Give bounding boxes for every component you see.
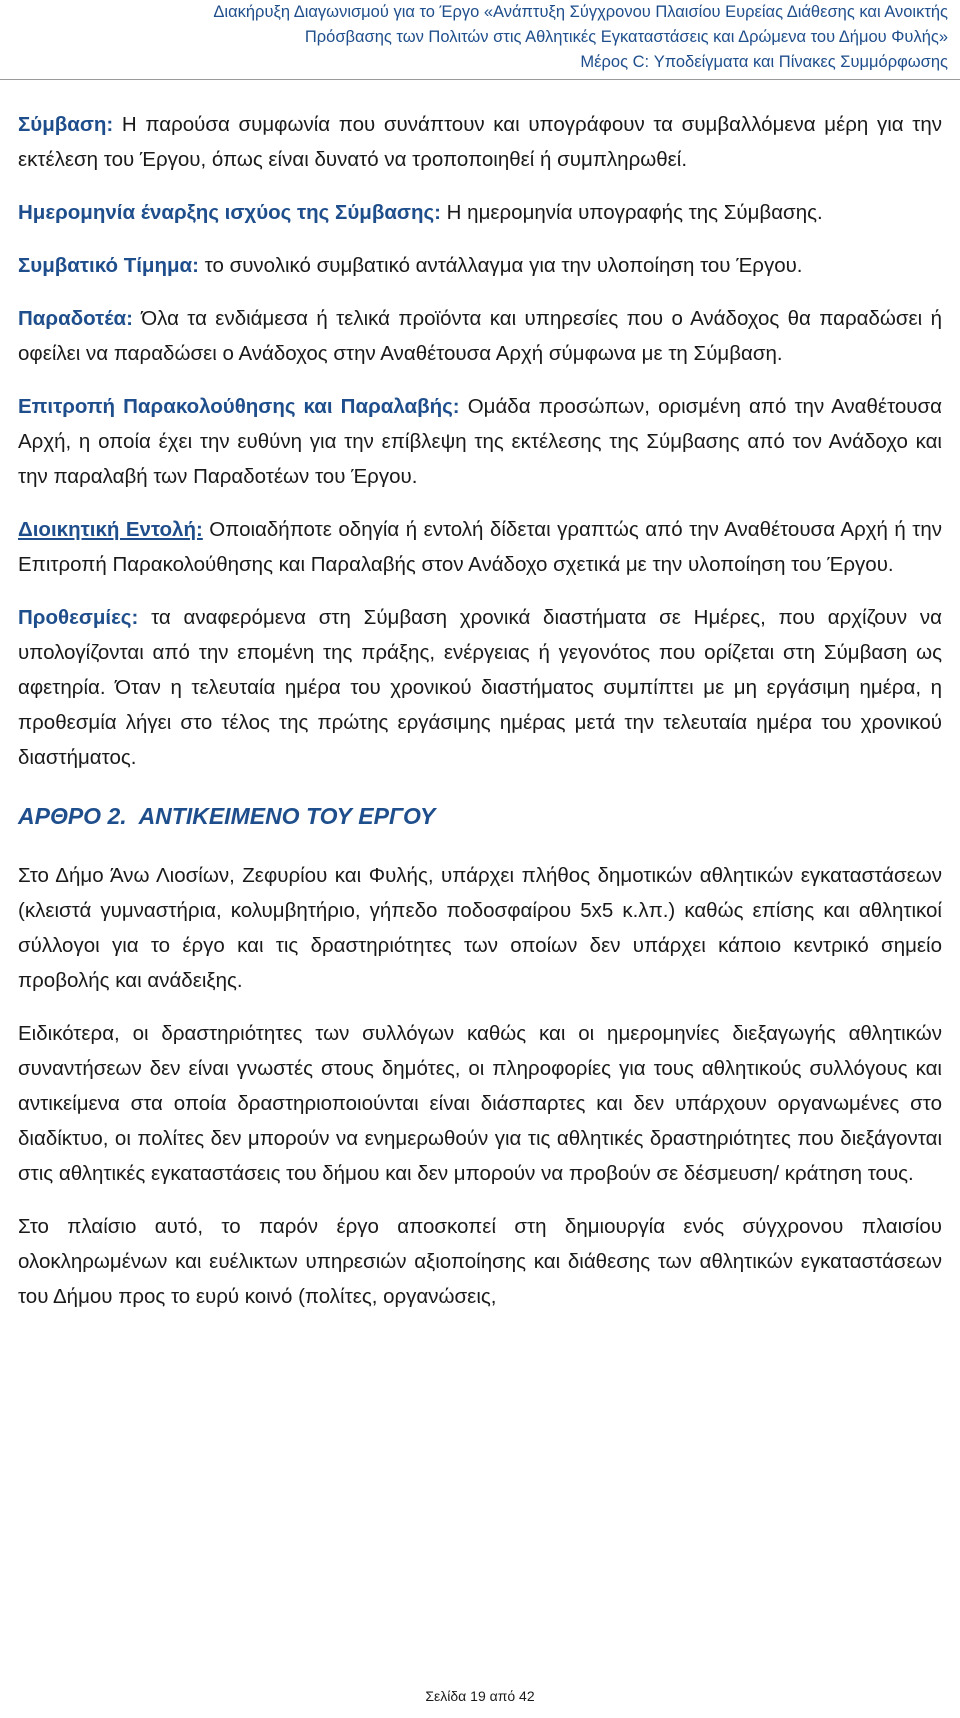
document-header (0, 0, 960, 75)
page-number: Σελίδα 19 από 42 (425, 1688, 535, 1704)
definition-deliverables (18, 301, 942, 371)
definition-contract-price (18, 248, 942, 283)
article-heading: ΑΡΘΡΟ 2. ΑΝΤΙΚΕΙΜΕΝΟ ΤΟΥ ΕΡΓΟΥ (18, 803, 436, 829)
definition-deadlines (18, 600, 942, 775)
definition-term: Επιτροπή Παρακολούθησης και Παραλαβής: (18, 395, 460, 418)
definition-start-date (18, 195, 942, 230)
definition-text: τα αναφερόμενα στη Σύμβαση χρονικά διαστήματα σε Ημέρες, που αρχίζουν να υπολογίζονται από την επομένη της πράξης, ενέργειας ή γεγονότος που ορίζεται στη Σύμβαση ως αφετηρία. Όταν η τελευταία ημέρα του χρονικού διαστήματος συμπίπτει με μη εργάσιμη ημέρα, η προθεσμία λήγει στο τέλος της πρώτης εργάσιμης ημέρας μετά την τελευταία ημέρα του χρονικού διαστήματος. (18, 606, 942, 769)
definition-text: το συνολικό συμβατικό αντάλλαγμα για την υλοποίηση του Έργου. (198, 254, 803, 277)
header-line-1: Διακήρυξη Διαγωνισμού για το Έργο «Ανάπτυξη Σύγχρονου Πλαισίου Ευρείας Διάθεσης και Ανοικτής (213, 3, 948, 21)
definition-term: Διοικητική Εντολή: (18, 518, 203, 541)
definition-text: Ομάδα προσώπων, ορισμένη από την Αναθέτουσα Αρχή, η οποία έχει την ευθύνη για την επίβλεψη της εκτέλεσης της Σύμβασης από τον Ανάδοχο και την παραλαβή των Παραδοτέων του Έργου. (18, 395, 942, 488)
definition-text: Η παρούσα συμφωνία που συνάπτουν και υπογράφουν τα συμβαλλόμενα μέρη για την εκτέλεση του Έργου, όπως είναι δυνατό να τροποποιηθεί ή συμπληρωθεί. (18, 113, 942, 171)
definition-text: Η ημερομηνία υπογραφής της Σύμβασης. (440, 201, 823, 224)
definition-term: Προθεσμίες: (18, 606, 139, 629)
definition-term: Ημερομηνία έναρξης ισχύος της Σύμβασης: (18, 201, 441, 224)
definition-text: Οποιαδήποτε οδηγία ή εντολή δίδεται γραπτώς από την Αναθέτουσα Αρχή ή την Επιτροπή Παρακολούθησης και Παραλαβής στον Ανάδοχο σχετικά με την υλοποίηση του Έργου. (18, 518, 942, 576)
definition-contract (18, 107, 942, 177)
header-line-3: Μέρος C: Υποδείγματα και Πίνακες Συμμόρφωσης (580, 53, 948, 71)
page-body (18, 107, 942, 1314)
article-paragraph: Ειδικότερα, οι δραστηριότητες των συλλόγων καθώς και οι ημερομηνίες διεξαγωγής αθλητικών συναντήσεων δεν είναι γνωστές στους δημότες, οι πληροφορίες για τους αθλητικούς συλλόγους και αντικείμενα στα οποία δραστηριοποιούνται είναι διάσπαρτες και δεν υπάρχουν οργανωμένες στο διαδίκτυο, οι πολίτες δεν μπορούν να ενημερωθούν για τις αθλητικές δραστηριότητες που διεξάγονται στις αθλητικές εγκαταστάσεις του δήμου και δεν μπορούν να προβούν σε δέσμευση/ κράτηση τους. (18, 1022, 942, 1185)
article-paragraph: Στο Δήμο Άνω Λιοσίων, Ζεφυρίου και Φυλής, υπάρχει πλήθος δημοτικών αθλητικών εγκαταστάσεων (κλειστά γυμναστήρια, κολυμβητήριο, γήπεδο ποδοσφαίρου 5x5 κ.λπ.) καθώς επίσης και αθλητικοί σύλλογοι για το έργο και τις δραστηριότητες των οποίων δεν υπάρχει κάποιο κεντρικό σημείο προβολής και ανάδειξης. (18, 864, 942, 992)
definition-term: Παραδοτέα: (18, 307, 133, 330)
definition-administrative-order (18, 512, 942, 582)
header-line-2: Πρόσβασης των Πολιτών στις Αθλητικές Εγκαταστάσεις και Δρώμενα του Δήμου Φυλής» (304, 28, 948, 46)
definition-term: Συμβατικό Τίμημα: (18, 254, 199, 277)
definition-term: Σύμβαση: (18, 113, 114, 136)
article-paragraph: Στο πλαίσιο αυτό, το παρόν έργο αποσκοπεί στη δημιουργία ενός σύγχρονου πλαισίου ολοκληρωμένων και ευέλικτων υπηρεσιών αξιοποίησης και διάθεσης των αθλητικών εγκαταστάσεων του Δήμου προς το ευρύ κοινό (πολίτες, οργανώσεις, (18, 1215, 942, 1308)
header-divider (0, 79, 960, 80)
definition-monitoring-committee (18, 389, 942, 494)
definition-text: Όλα τα ενδιάμεσα ή τελικά προϊόντα και υπηρεσίες που ο Ανάδοχος θα παραδώσει ή οφείλει να παραδώσει ο Ανάδοχος στην Αναθέτουσα Αρχή σύμφωνα με τη Σύμβαση. (18, 307, 942, 365)
